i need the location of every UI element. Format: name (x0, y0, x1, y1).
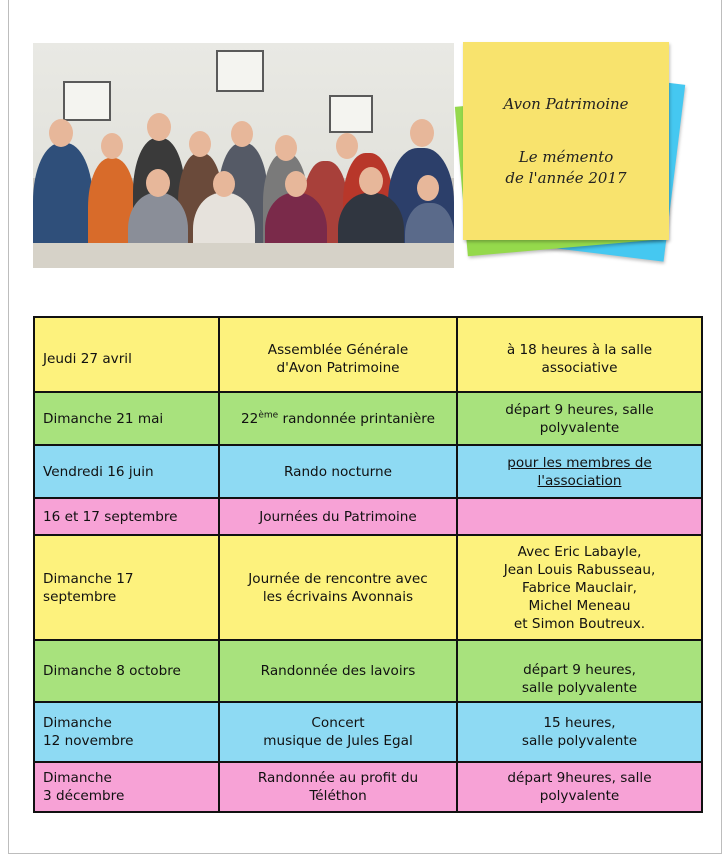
event-title: Journées du Patrimoine (219, 498, 457, 535)
face (147, 113, 171, 141)
event-date: Dimanche 12 novembre (34, 702, 219, 762)
group-photo (33, 43, 454, 268)
event-row (34, 640, 702, 702)
note-subtitle-line2: de l'année 2017 (505, 169, 627, 187)
note-subtitle (463, 147, 669, 189)
face (285, 171, 307, 197)
event-row (34, 317, 702, 392)
event-date: Dimanche 8 octobre (34, 640, 219, 702)
face (231, 121, 253, 147)
sticky-notes (455, 40, 695, 275)
face (336, 133, 358, 159)
event-date: Dimanche 17 septembre (34, 535, 219, 640)
event-title: Randonnée au profit du Téléthon (219, 762, 457, 812)
event-info: départ 9heures, salle polyvalente (457, 762, 702, 812)
face (189, 131, 211, 157)
event-date: 16 et 17 septembre (34, 498, 219, 535)
event-title: Assemblée Générale d'Avon Patrimoine (219, 317, 457, 392)
event-row (34, 762, 702, 812)
event-row (34, 535, 702, 640)
event-info: départ 9 heures, salle polyvalente (457, 392, 702, 445)
event-date: Jeudi 27 avril (34, 317, 219, 392)
event-row (34, 702, 702, 762)
event-info (457, 498, 702, 535)
face (417, 175, 439, 201)
event-info: à 18 heures à la salle associative (457, 317, 702, 392)
event-title: 22ème randonnée printanière (219, 392, 457, 445)
sticky-note-text (463, 42, 669, 240)
face (146, 169, 170, 197)
event-date: Vendredi 16 juin (34, 445, 219, 498)
face (49, 119, 73, 147)
event-date: Dimanche 21 mai (34, 392, 219, 445)
event-row (34, 498, 702, 535)
meeting-table (33, 243, 454, 268)
event-row (34, 392, 702, 445)
wall-frame-right (329, 95, 373, 133)
event-date: Dimanche 3 décembre (34, 762, 219, 812)
face (410, 119, 434, 147)
event-info: 15 heures, salle polyvalente (457, 702, 702, 762)
event-info: Avec Eric Labayle, Jean Louis Rabusseau, Fabrice Mauclair, Michel Meneau et Simon Boutreux. (457, 535, 702, 640)
events-table (33, 316, 703, 813)
face (359, 167, 383, 195)
face (101, 133, 123, 159)
note-subtitle-line1: Le mémento (518, 148, 614, 166)
event-title: Randonnée des lavoirs (219, 640, 457, 702)
wall-frame-left (63, 81, 111, 121)
event-title: Concert musique de Jules Egal (219, 702, 457, 762)
face (275, 135, 297, 161)
event-info: pour les membres de l'association (457, 445, 702, 498)
wall-frame-center (216, 50, 264, 92)
event-title: Journée de rencontre avec les écrivains Avonnais (219, 535, 457, 640)
event-row (34, 445, 702, 498)
event-title: Rando nocturne (219, 445, 457, 498)
note-title: Avon Patrimoine (503, 95, 629, 113)
event-info: départ 9 heures, salle polyvalente (457, 640, 702, 702)
face (213, 171, 235, 197)
